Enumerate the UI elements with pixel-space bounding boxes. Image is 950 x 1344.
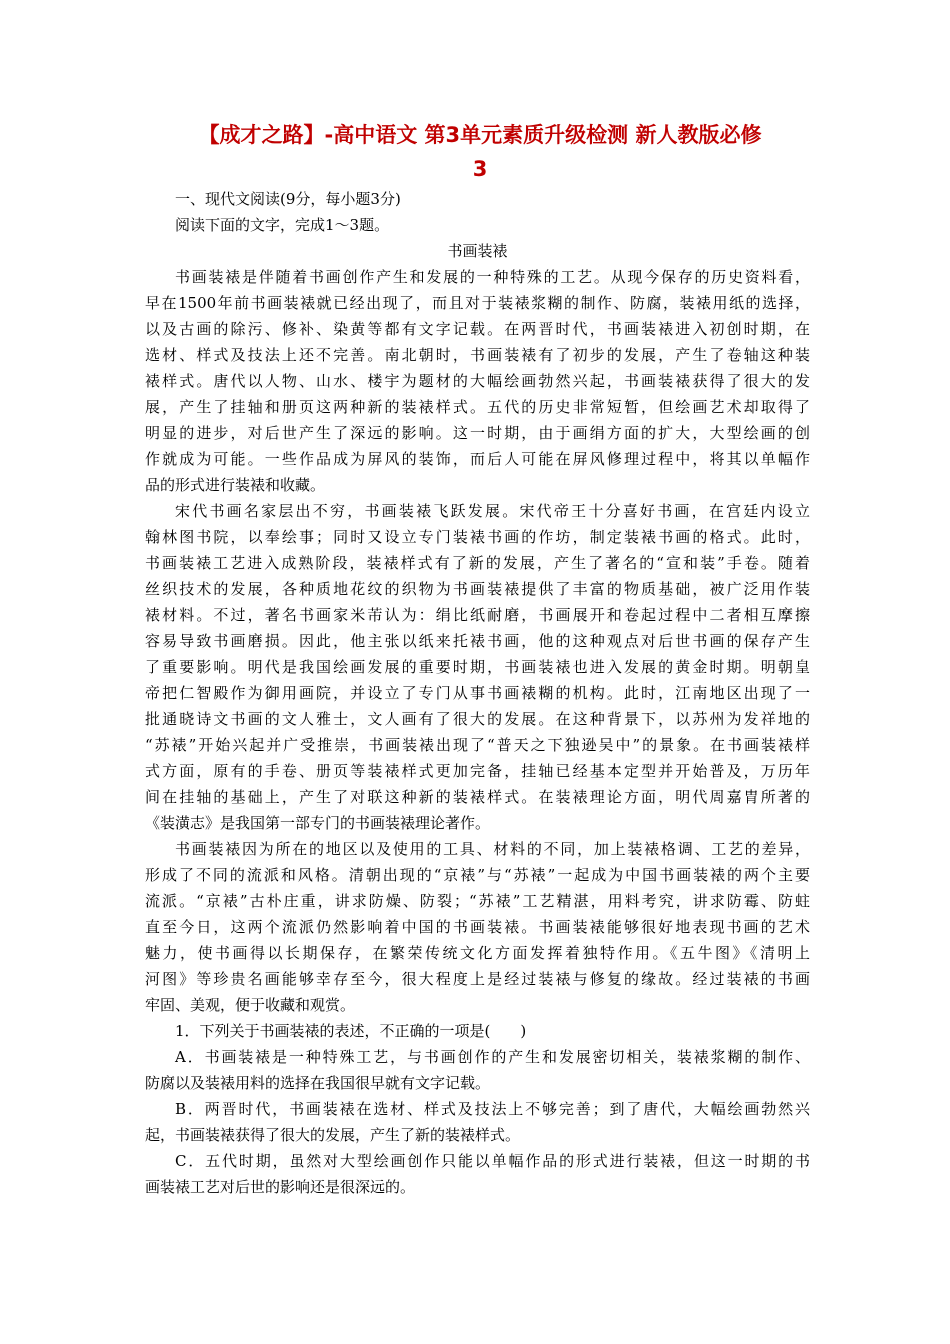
text-line: 选材、样式及技法上还不完善。南北朝时，书画装裱有了初步的发展，产生了卷轴这种装 (145, 346, 810, 364)
text-line: 间在挂轴的基础上，产生了对联这种新的装裱样式。在装裱理论方面，明代周嘉胄所著的 (145, 788, 810, 806)
option-a: 防腐以及装裱用料的选择在我国很早就有文字记载。 (145, 1074, 491, 1092)
text-line: 裱样式。唐代以人物、山水、楼宇为题材的大幅绘画勃然兴起，书画装裱获得了很大的发 (145, 372, 810, 390)
text-line: 批通晓诗文书画的文人雅士，文人画有了很大的发展。在这种背景下，以苏州为发祥地的 (145, 710, 810, 728)
text-line: 魅力，使书画得以长期保存，在繁荣传统文化方面发挥着独特作用。《五牛图》《清明上 (145, 944, 810, 962)
text-line: 容易导致书画磨损。因此，他主张以纸来托裱书画，他的这种观点对后世书画的保存产生 (145, 632, 810, 650)
document-title-line-2: 3 (472, 157, 488, 181)
text-line: 翰林图书院，以奉绘事；同时又设立专门装裱书画的作坊，制定装裱书画的格式。此时， (145, 528, 810, 546)
text-line: 河图》等珍贵名画能够幸存至今，很大程度上是经过装裱与修复的缘故。经过装裱的书画 (145, 970, 810, 988)
article-title: 书画装裱 (447, 242, 508, 260)
question-1-stem: 1．下列关于书画装裱的表述，不正确的一项是( ) (175, 1022, 527, 1040)
text-line: 直至今日，这两个流派仍然影响着中国的书画装裱。书画装裱能够很好地表现书画的艺术 (145, 918, 810, 936)
text-line: 作就成为可能。一些作品成为屏风的装饰，而后人可能在屏风修理过程中，将其以单幅作 (145, 450, 810, 468)
option-b: 起，书画装裱获得了很大的发展，产生了新的装裱样式。 (145, 1126, 521, 1144)
text-line: 裱材料。不过，著名书画家米芾认为：绢比纸耐磨，书画展开和卷起过程中二者相互摩擦 (145, 606, 810, 624)
option-b: B．两晋时代，书画装裱在选材、样式及技法上不够完善；到了唐代，大幅绘画勃然兴 (175, 1100, 810, 1118)
reading-instruction: 阅读下面的文字，完成1～3题。 (175, 216, 390, 234)
text-line: 流派。“京裱”古朴庄重，讲求防燥、防裂；“苏裱”工艺精湛，用料考究，讲求防霉、防蛀 (145, 892, 810, 910)
text-line: 了重要影响。明代是我国绘画发展的重要时期，书画装裱也进入发展的黄金时期。明朝皇 (145, 658, 810, 676)
text-line: 以及古画的除污、修补、染黄等都有文字记载。在两晋时代，书画装裱进入初创时期，在 (145, 320, 810, 338)
text-line: 明显的进步，对后世产生了深远的影响。这一时期，由于画绢方面的扩大，大型绘画的创 (145, 424, 810, 442)
text-line: “苏裱”开始兴起并广受推崇，书画装裱出现了“普天之下独逊吴中”的景象。在书画装裱样 (145, 736, 810, 754)
text-line: 丝织技术的发展，各种质地花纹的织物为书画装裱提供了丰富的物质基础，被广泛用作装 (145, 580, 810, 598)
text-line: 展，产生了挂轴和册页这两种新的装裱样式。五代的历史非常短暂，但绘画艺术却取得了 (145, 398, 810, 416)
option-c: 画装裱工艺对后世的影响还是很深远的。 (145, 1178, 416, 1196)
option-a: A．书画装裱是一种特殊工艺，与书画创作的产生和发展密切相关，装裱浆糊的制作、 (175, 1048, 810, 1066)
text-line: 《装潢志》是我国第一部专门的书画装裱理论著作。 (145, 814, 491, 832)
text-line: 形成了不同的流派和风格。清朝出现的“京裱”与“苏裱”一起成为中国书画装裱的两个主要 (145, 866, 810, 884)
text-line: 书画装裱因为所在的地区以及使用的工具、材料的不同，加上装裱格调、工艺的差异， (175, 840, 810, 858)
section-heading: 一、现代文阅读(9分，每小题3分) (175, 190, 401, 208)
text-line: 式方面，原有的手卷、册页等装裱样式更加完备，挂轴已经基本定型并开始普及，万历年 (145, 762, 810, 780)
text-line: 牢固、美观，便于收藏和观赏。 (145, 996, 356, 1014)
text-line: 宋代书画名家层出不穷，书画装裱飞跃发展。宋代帝王十分喜好书画，在宫廷内设立 (175, 502, 810, 520)
text-line: 品的形式进行装裱和收藏。 (145, 476, 326, 494)
text-line: 书画装裱工艺进入成熟阶段，装裱样式有了新的发展，产生了著名的“宣和装”手卷。随着 (145, 554, 810, 572)
text-line: 早在1500年前书画装裱就已经出现了，而且对于装裱浆糊的制作、防腐，装裱用纸的选择， (145, 294, 810, 312)
option-c: C．五代时期，虽然对大型绘画创作只能以单幅作品的形式进行装裱，但这一时期的书 (175, 1152, 810, 1170)
text-line: 帝把仁智殿作为御用画院，并设立了专门从事书画裱糊的机构。此时，江南地区出现了一 (145, 684, 810, 702)
text-line: 书画装裱是伴随着书画创作产生和发展的一种特殊的工艺。从现今保存的历史资料看， (175, 268, 810, 286)
document-title-line-1: 【成才之路】-高中语文 第3单元素质升级检测 新人教版必修 (198, 123, 762, 147)
